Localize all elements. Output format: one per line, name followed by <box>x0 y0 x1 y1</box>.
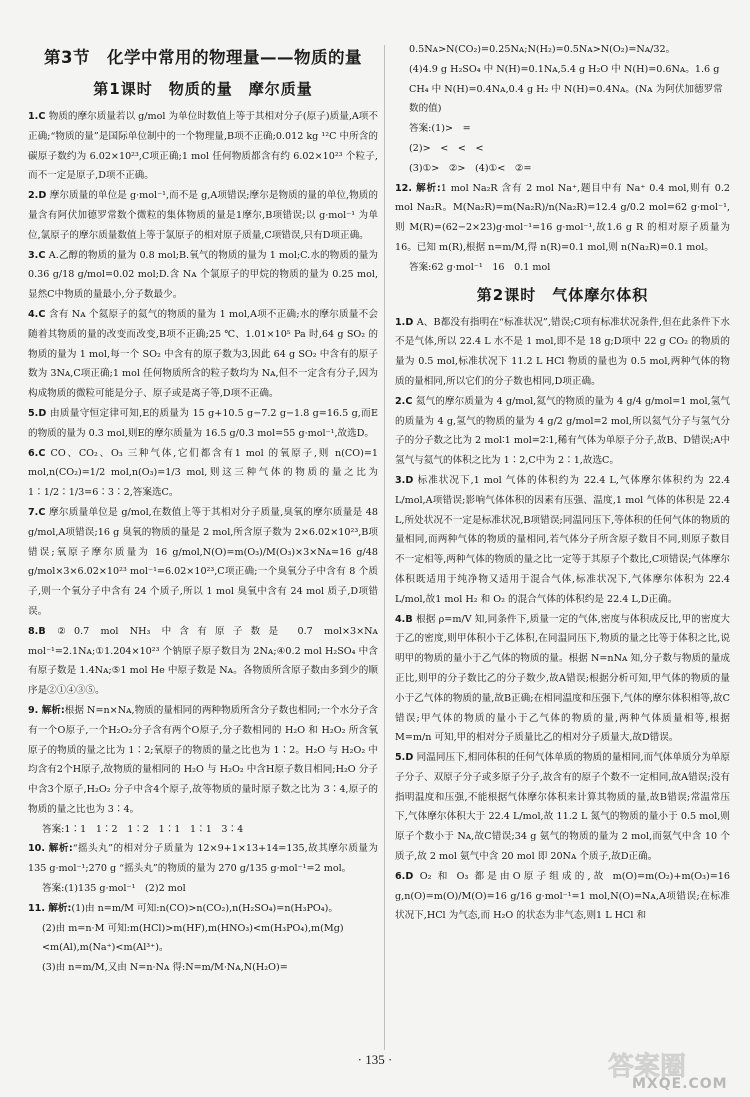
answer-text: 62 g·mol⁻¹ 16 0.1 mol <box>431 261 551 273</box>
answer-text: 1 mol Na₂R 含有 2 mol Na⁺,题目中有 Na⁺ 0.4 mol,则有 0.2 mol Na₂R。M(Na₂R)=m(Na₂R)/n(Na₂R)=12.4 g/0.2 mol=62 g·mol⁻¹,则 M(R)=(62−2×23)g·mol⁻¹=16 g·mol⁻¹,故1.6 g R 的相对原子质量为16。已知 m(R),根据 n=m/M,得 n(R)=0.1 mol,则 n(Na₂R)=0.1 mol。 <box>395 182 730 253</box>
answer-label: 答案: <box>42 823 65 835</box>
answer-text: 标准状况下,1 mol 气体的体积约为 22.4 L,气体摩尔体积约为 22.4 L/mol,A项错误;影响气体体积的因素有压强、温度,1 mol 气体的体积是 22.4 L,所处状况不一定是标准状况,B项错误;同温同压下,等体积的任何气体的物质的量相同,而两种气体的物质的量相同,若气体分子所含原子数目不同,则原子数目不一定相等,两种气体的物质的量之比一定等于其原子个数比,C项错误;气体摩尔体积既适用于纯净物又适用于混合气体,标准状况下,气体摩尔体积为 22.4 L/mol,故1 mol H₂ 和 O₂ 的混合气体的体积约是 22.4 L,D正确。 <box>395 474 730 605</box>
answer-label: 解析: <box>416 182 441 194</box>
answer-item <box>395 867 730 926</box>
answer-item <box>28 839 378 879</box>
answer-number: 6.C <box>28 447 51 459</box>
answer-item <box>395 179 730 258</box>
left-answer-list <box>28 107 378 978</box>
answer-item <box>409 119 730 139</box>
answer-text: (4)4.9 g H₂SO₄ 中 N(H)=0.1Nᴀ,5.4 g H₂O 中 N(H)=0.6Nᴀ。1.6 g CH₄ 中 N(H)=0.4Nᴀ,0.4 g H₂ 中 N(H)=0.4Nᴀ。(Nᴀ 为阿伏加德罗常数的值) <box>409 63 723 115</box>
answer-item <box>409 139 730 159</box>
answer-item <box>28 444 378 503</box>
column-divider <box>384 45 385 1050</box>
answer-text: A、B都没有指明在“标准状况”,错误;C项有标准状况条件,但在此条件下水不是气体,所以 22.4 L 水不是 1 mol,即不是 18 g;D项中 22 g CO₂ 的物质的量为 0.5 mol,标准状况下 11.2 L HCl 物质的量也为 0.5 mol,两种气体的物质的量相同,所以它们的分子数也相同,D项正确。 <box>395 316 730 387</box>
answer-item <box>28 305 378 404</box>
answer-item <box>395 313 730 392</box>
section-title: 第3节 化学中常用的物理量——物质的量 <box>44 48 362 67</box>
answer-item <box>395 748 730 867</box>
answer-number: 2.C <box>395 395 416 407</box>
answer-label: 解析: <box>48 902 72 914</box>
page-number: · 135 · <box>357 1052 393 1067</box>
answer-number: 6.D <box>395 870 420 882</box>
answer-label: 答案: <box>409 261 432 273</box>
answer-item <box>28 503 378 622</box>
svg-text:答案圈: 答案圈 <box>608 1052 687 1082</box>
answer-text: 由质量守恒定律可知,E的质量为 15 g+10.5 g−7.2 g−1.8 g=16.5 g,而E的物质的量为 0.3 mol,则E的摩尔质量为 16.5 g/0.3 mol=55 g·mol⁻¹,故选D。 <box>28 407 378 439</box>
lesson2-title: 第2课时 气体摩尔体积 <box>476 285 649 304</box>
answer-number: 9. <box>28 704 42 716</box>
answer-item <box>28 107 378 186</box>
answer-text: 摩尔质量的单位是 g·mol⁻¹,而不是 g,A项错误;摩尔是物质的量的单位,物质的量含有阿伏加德罗常数个微粒的集体物质的量是1摩尔,B项错误;以 g·mol⁻¹ 为单位,氯原子的摩尔质量数值上等于氯原子的相对原子质量,C项错误,只有D项正确。 <box>28 190 378 241</box>
answer-number: 7.C <box>28 506 49 518</box>
answer-text: (2)> < < < <box>409 142 484 154</box>
right-column <box>395 40 730 926</box>
answer-label: 解析: <box>41 704 65 716</box>
answer-text: (1)> = <box>431 123 471 135</box>
answer-text: 同温同压下,相同体积的任何气体单质的物质的量相同,而气体单质分为单原子分子、双原子分子或多原子分子,故含有的原子个数不一定相同,故A错误;没有指明温度和压强,不能根据气体摩尔体积来计算其物质的量,故B错误;常温常压下,气体摩尔体积大于 22.4 L/mol,故 11.2 L 氮气的物质的量小于 0.5 mol,则原子个数小于 Nᴀ,故C错误;34 g 氨气的物质的量为 2 mol,而氨气中含 10 个质子,故 2 mol 氨气中含 20 mol 即 20Nᴀ 个质子,故D正确。 <box>395 752 730 863</box>
answer-text: 含有 Nᴀ 个氦原子的氦气的物质的量为 1 mol,A项不正确;水的摩尔质量不会随着其物质的量的改变而改变,B项不正确;25 ℃、1.01×10⁵ Pa 时,64 g SO₂ 的物质的量为 1 mol,每一个 SO₂ 中含有的原子数为3,因此 64 g SO₂ 中含有的原子数为 3Nᴀ,C项正确;1 mol 任何物质所含的粒子数均为 Nᴀ,但不一定含有分子,因为构成物质的微粒可能是分子、原子或是离子等,D项不正确。 <box>28 308 378 400</box>
left-column <box>28 40 378 978</box>
answer-number: 10. <box>28 843 49 855</box>
answer-number: 1.C <box>28 111 49 122</box>
answer-number: 3.D <box>395 474 418 486</box>
answer-text: (1)由 n=m/M 可知:n(CO)>n(CO₂),n(H₂SO₄)=n(H₃PO₄)。 <box>71 902 338 914</box>
answer-text: CO、CO₂、O₃ 三种气体,它们都含有1 mol 的氧原子,则 n(CO)=1 mol,n(CO₂)=1/2 mol,n(O₃)=1/3 mol,则这三种气体的物质的量之比为 1∶1/2∶1/3=6∶3∶2,答案选C。 <box>28 447 378 499</box>
answer-text: 根据 N=n×Nᴀ,物质的量相同的两种物质所含分子数也相同;一个水分子含有一个O原子,一个H₂O₂分子含有两个O原子,分子数相同的 H₂O 和 H₂O₂ 所含氧原子的物质的量之比为 1∶2;氧原子的物质的量之比也为 1∶2。H₂O 与 H₂O₂ 中均含有2个H原子,故物质的量相同的 H₂O 与 H₂O₂ 中含H原子数目相同;H₂O 分子中含3个原子,H₂O₂ 分子中含4个原子,故等物质的量时原子数之比为 3∶4,原子的物质的量之比也为 3∶4。 <box>28 704 378 815</box>
answer-number: 4.C <box>28 308 49 320</box>
lesson1-title: 第1课时 物质的量 摩尔质量 <box>93 80 313 98</box>
answer-text: 氦气的摩尔质量为 4 g/mol,氦气的物质的量为 4 g/4 g/mol=1 mol,氢气的质量为 4 g,氢气的物质的量为 4 g/2 g/mol=2 mol,所以氦气分子与氢气分子的分子数之比为 2 mol∶1 mol=2∶1,稀有气体为单原子分子,故B、D错误;A中氢气与氦气的体积之比为 1∶2,C中为 2∶1,故选C。 <box>395 395 730 467</box>
answer-label: 答案: <box>42 883 65 895</box>
answer-item <box>28 701 378 820</box>
answer-item <box>28 246 378 305</box>
answer-item <box>42 879 378 899</box>
answer-label: 答案: <box>409 123 432 135</box>
answer-item <box>42 820 378 840</box>
answer-number: 12. <box>395 182 417 194</box>
answer-number: 3.C <box>28 249 49 261</box>
answer-text: 1∶1 1∶2 1∶2 1∶1 1∶1 3∶4 <box>64 823 244 835</box>
answer-text: 摩尔质量单位是 g/mol,在数值上等于其相对分子质量,臭氧的摩尔质量是 48 g/mol,A项错误;16 g 臭氧的物质的量是 2 mol,所含原子数为 2×6.02×10²³,B项错误;氧原子摩尔质量为 16 g/mol,N(O)=m(O₃)/M(O₃)×3×Nᴀ=16 g/48 g/mol×3×6.02×10²³ mol⁻¹=6.02×10²³,C项正确;一个臭氧分子中含有 8 个质子,则一个氧分子中含有 24 个质子,所以 1 mol 臭氧中含有 24 mol 质子,D项错误。 <box>28 506 378 617</box>
answer-text: “摇头丸”的相对分子质量为 12×9+1×13+14=135,故其摩尔质量为 135 g·mol⁻¹;270 g “摇头丸”的物质的量为 270 g/135 g·mol⁻¹=2 mol。 <box>28 843 378 875</box>
answer-item <box>28 622 378 701</box>
answer-number: 4.B <box>395 613 417 625</box>
answer-item <box>409 159 730 179</box>
answer-item <box>42 919 378 959</box>
answer-item <box>409 60 730 119</box>
watermark-url: MXQE.COM <box>632 1076 728 1092</box>
answer-text: 根据 ρ=m/V 知,同条件下,质量一定的气体,密度与体积成反比,甲的密度大于乙的密度,则甲体积小于乙体积,在同温同压下,物质的量之比等于体积之比,说明甲的物质的量小于乙气体的物质的量。根据 N=nNᴀ 知,分子数与物质的量成正比,则甲的分子数比乙的分子数少,故A错误;根据分析可知,甲气体的物质的量小于乙气体的物质的量,故B正确;在相同温度和压强下,气体的摩尔体积相等,故C错误;甲气体的物质的量小于乙气体的物质的量,两种气体质量相等,根据 M=m/n 可知,甲的相对分子质量比乙的相对分子质量大,故D错误。 <box>395 613 730 744</box>
answer-item <box>42 958 378 978</box>
answer-number: 2.D <box>28 190 50 202</box>
answer-number: 8.B <box>28 625 58 637</box>
answer-text: (3)①> ②> (4)①< ②= <box>409 162 532 174</box>
answer-label: 解析: <box>48 843 73 855</box>
right-answer-list <box>395 40 730 278</box>
right-answer-list-2 <box>395 313 730 927</box>
answer-text: (1)135 g·mol⁻¹ (2)2 mol <box>64 883 186 895</box>
answer-number: 5.D <box>28 407 50 419</box>
answer-text: ②0.7 mol NH₃ 中含有原子数是 0.7 mol×3×Nᴀ mol⁻¹=2.1Nᴀ;①1.204×10²³ 个钠原子原子数目为 2Nᴀ;④0.2 mol H₂SO₄ 中含有原子数是 1.4Nᴀ;⑤1 mol He 中原子数是 Nᴀ。各物质所含原子数由多到少的顺序是②①④③⑤。 <box>28 625 378 697</box>
answer-item <box>395 392 730 471</box>
answer-number: 5.D <box>395 752 417 764</box>
answer-item <box>409 258 730 278</box>
answer-number: 1.D <box>395 316 417 328</box>
answer-item <box>409 40 730 60</box>
answer-item <box>28 899 378 919</box>
answer-text: (2)由 m=n·M 可知:m(HCl)>m(HF),m(HNO₃)<m(H₃PO₄),m(Mg)<m(Al),m(Na⁺)<m(Al³⁺)。 <box>42 922 344 954</box>
answer-item <box>395 471 730 610</box>
answer-text: A.乙醇的物质的量为 0.8 mol;B.氧气的物质的量为 1 mol;C.水的物质的量为 0.36 g/18 g/mol=0.02 mol;D.含 Nᴀ 个氯原子的甲烷的物质的量为 0.25 mol,显然C中物质的量最小,分子数最少。 <box>28 249 378 301</box>
answer-text: 0.5Nᴀ>N(CO₂)=0.25Nᴀ;N(H₂)=0.5Nᴀ>N(O₂)=Nᴀ/32。 <box>409 44 676 55</box>
answer-text: O₂ 和 O₃ 都是由O原子组成的,故 m(O)=m(O₂)+m(O₃)=16 g,n(O)=m(O)/M(O)=16 g/16 g·mol⁻¹=1 mol,N(O)=Nᴀ,A项错误;在标准状况下,HCl 为气态,而 H₂O 的状态为非气态,则1 L HCl 和 <box>395 870 730 922</box>
answer-text: (3)由 n=m/M,又由 N=n·Nᴀ 得:N=m/M·Nᴀ,N(H₂O)= <box>42 962 288 974</box>
answer-item <box>28 186 378 245</box>
answer-number: 11. <box>28 902 49 914</box>
answer-text: 物质的摩尔质量若以 g/mol 为单位时数值上等于其相对分子(原子)质量,A项不正确;“物质的量”是国际单位制中的一个物理量,B项不正确;0.012 kg ¹²C 中所含的碳原子数约为 6.02×10²³,C项正确;1 mol 任何物质都含有约 6.02×10²³ 个粒子,而不一定是原子,D项不正确。 <box>28 111 378 182</box>
answer-item <box>28 404 378 444</box>
answer-item <box>395 610 730 749</box>
